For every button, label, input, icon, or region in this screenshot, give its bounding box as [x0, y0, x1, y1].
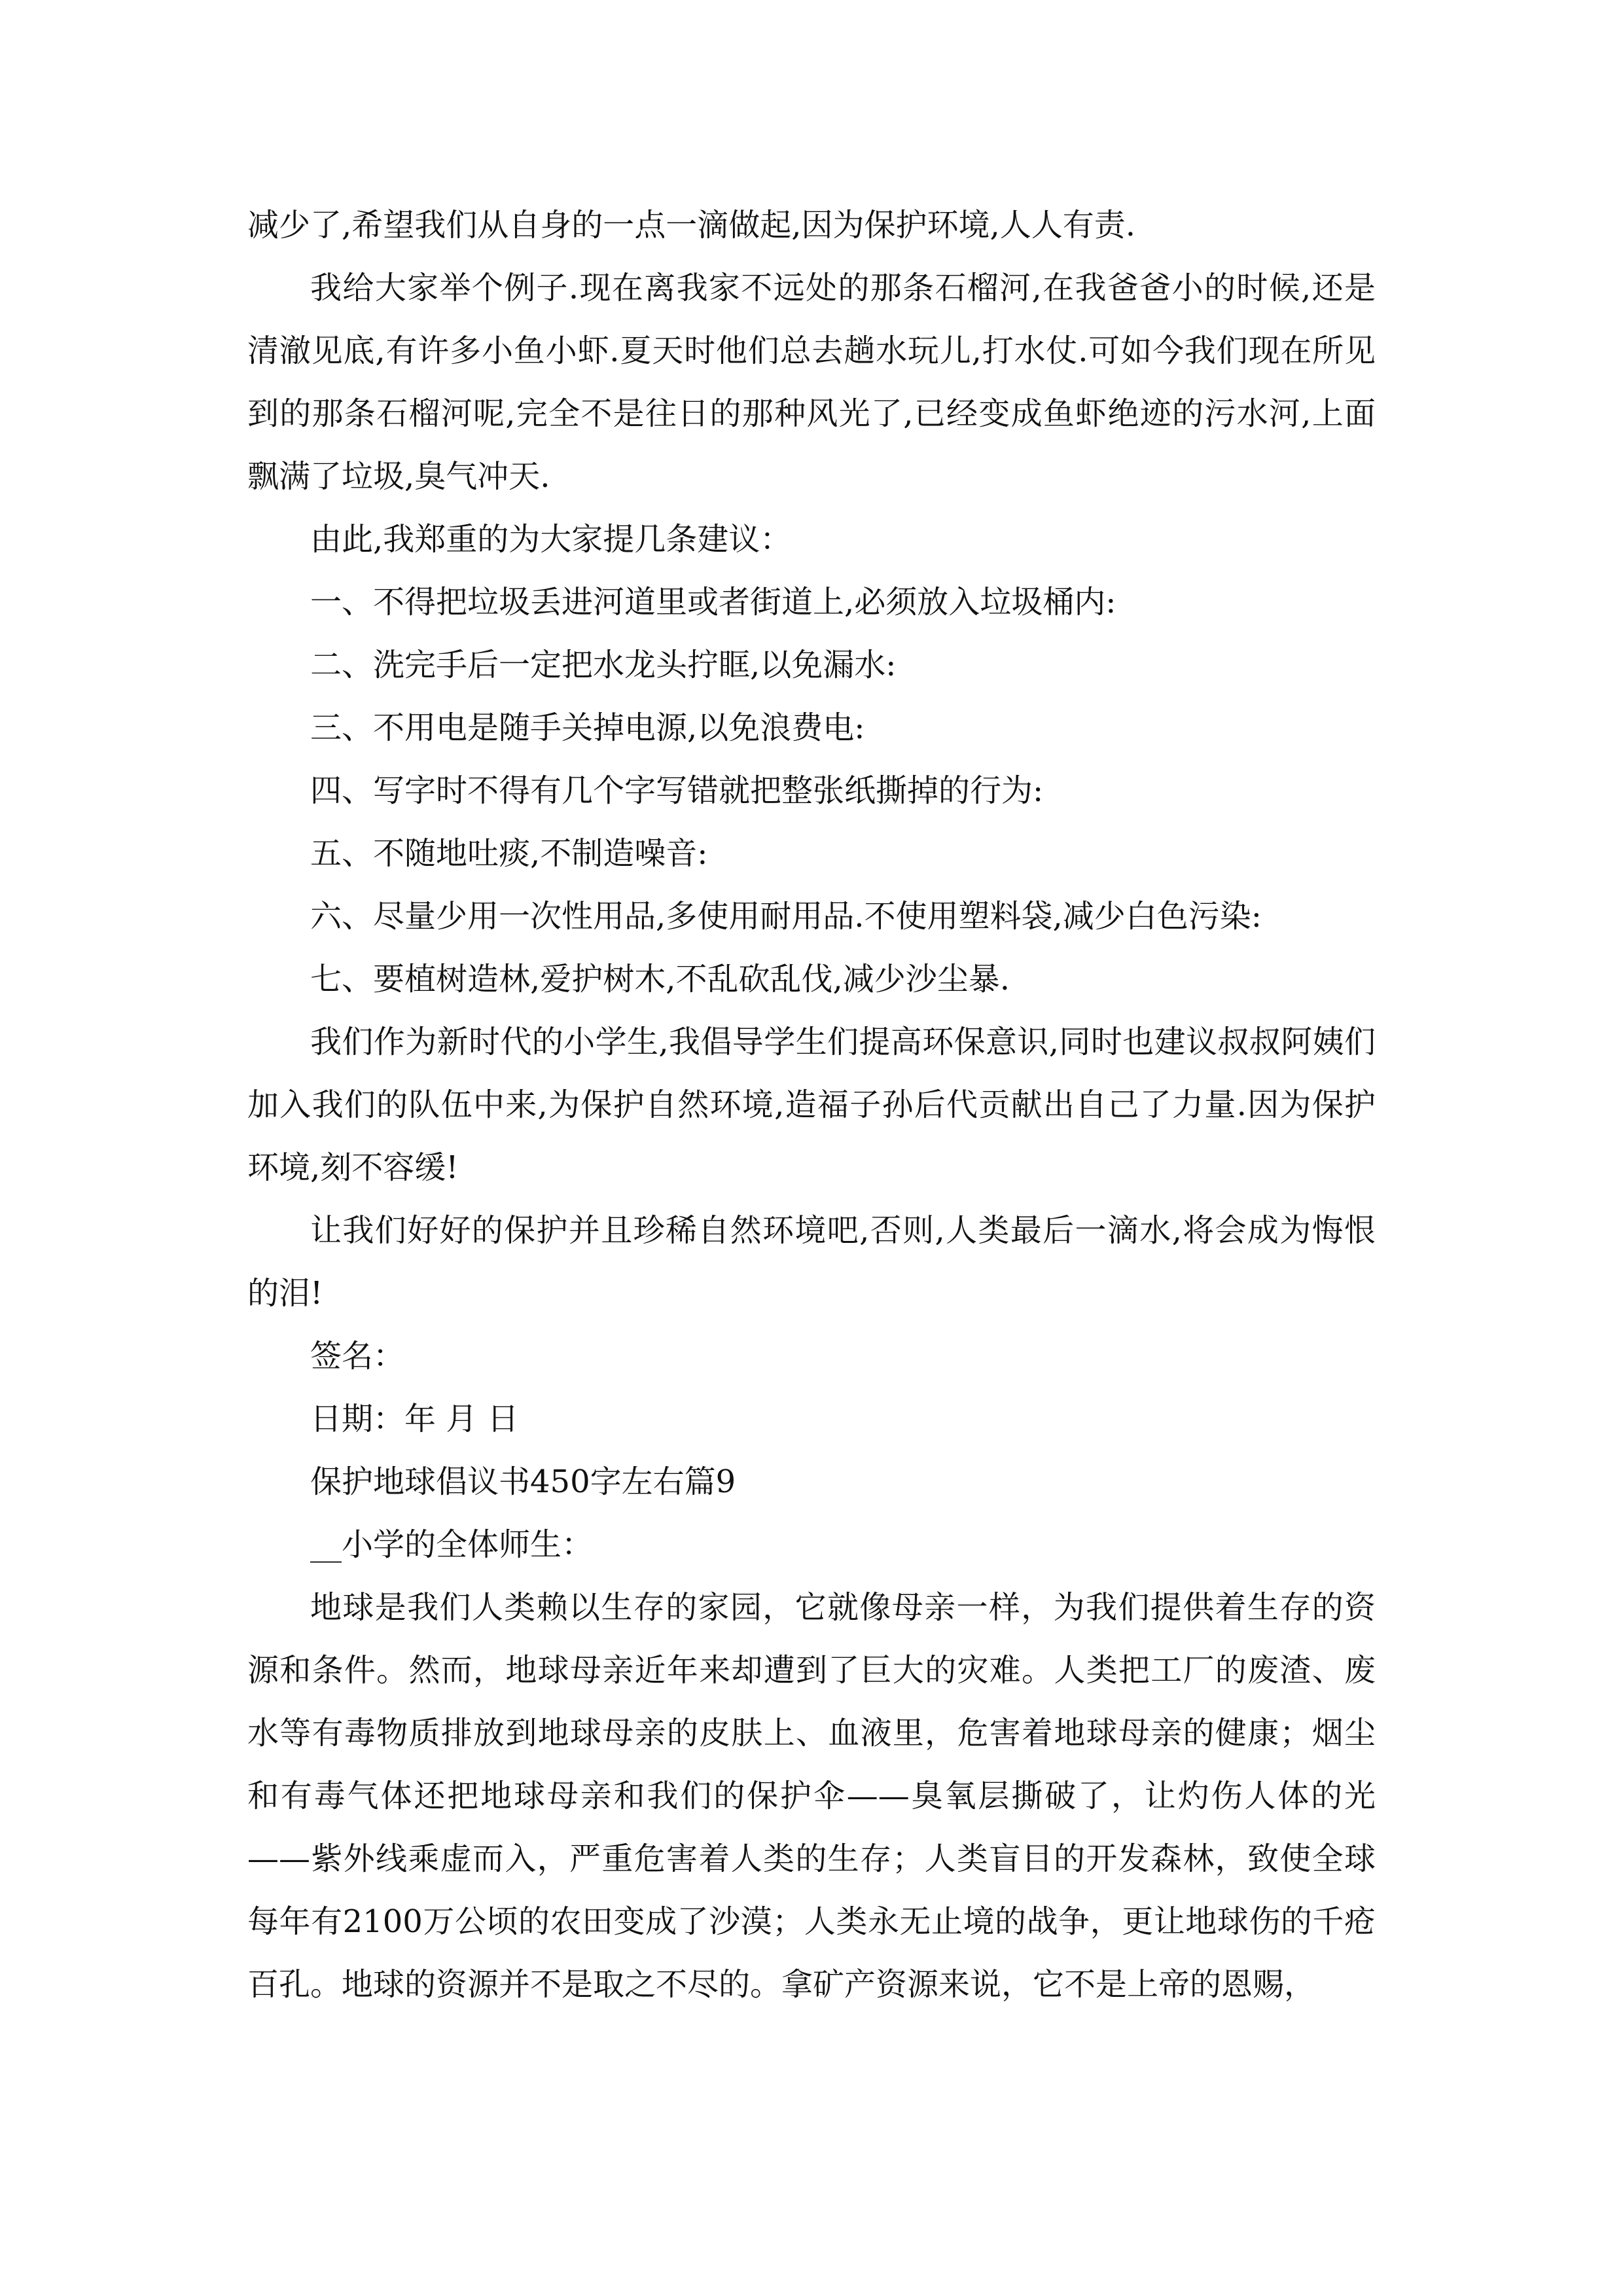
salutation: __小学的全体师生：	[310, 1526, 594, 1563]
suggestion-item-4: 四、写字时不得有几个字写错就把整张纸撕掉的行为:	[310, 772, 1044, 809]
paragraph-continuation: 减少了,希望我们从自身的一点一滴做起,因为保护环境,人人有责.	[247, 207, 1136, 243]
signature-line: 签名：	[310, 1338, 405, 1374]
paragraph-earth: 地球是我们人类赖以生存的家园，它就像母亲一样，为我们提供着生存的资源和条件。然而，地球母亲近年来却遭到了巨大的灾难。人类把工厂的废渣、废水等有毒物质排放到地球母亲的皮肤上、血液里，危害着地球母亲的健康；烟尘和有毒气体还把地球母亲和我们的保护伞——臭氧层撕破了，让灼伤人体的光——紫外线乘虚而入，严重危害着人类的生存；人类盲目的开发森林，致使全球每年有2100万公顷的农田变成了沙漠；人类永无止境的战争，更让地球伤的千疮百孔。地球的资源并不是取之不尽的。拿矿产资源来说，它不是上帝的恩赐，	[247, 1589, 1376, 2003]
suggestion-item-2: 二、洗完手后一定把水龙头拧眶,以免漏水:	[310, 647, 897, 683]
paragraph-example: 我给大家举个例子.现在离我家不远处的那条石榴河,在我爸爸小的时候,还是清澈见底,有许多小鱼小虾.夏天时他们总去趟水玩儿,打水仗.可如今我们现在所见到的那条石榴河呢,完全不是往日的那种风光了,已经变成鱼虾绝迹的污水河,上面飘满了垃圾,臭气冲天.	[247, 270, 1376, 495]
section-title: 保护地球倡议书450字左右篇9	[310, 1463, 736, 1500]
suggestion-item-5: 五、不随地吐痰,不制造噪音:	[310, 835, 708, 872]
suggestion-item-6: 六、尽量少用一次性用品,多使用耐用品.不使用塑料袋,减少白色污染:	[310, 898, 1262, 935]
paragraph-closing: 让我们好好的保护并且珍稀自然环境吧,否则,人类最后一滴水,将会成为悔恨的泪!	[247, 1212, 1376, 1312]
suggestion-item-3: 三、不用电是随手关掉电源,以免浪费电:	[310, 709, 865, 746]
document-body	[247, 194, 1376, 2016]
paragraph-suggestions-intro: 由此,我郑重的为大家提几条建议：	[310, 521, 792, 558]
date-line: 日期：年 月 日	[310, 1401, 519, 1437]
paragraph-call-to-action: 我们作为新时代的小学生,我倡导学生们提高环保意识,同时也建议叔叔阿姨们加入我们的队伍中来,为保护自然环境,造福子孙后代贡献出自己了力量.因为保护环境,刻不容缓!	[247, 1024, 1376, 1186]
suggestion-item-7: 七、要植树造林,爱护树木,不乱砍乱伐,减少沙尘暴.	[310, 961, 1010, 997]
suggestion-item-1: 一、不得把垃圾丢进河道里或者街道上,必须放入垃圾桶内:	[310, 584, 1116, 620]
